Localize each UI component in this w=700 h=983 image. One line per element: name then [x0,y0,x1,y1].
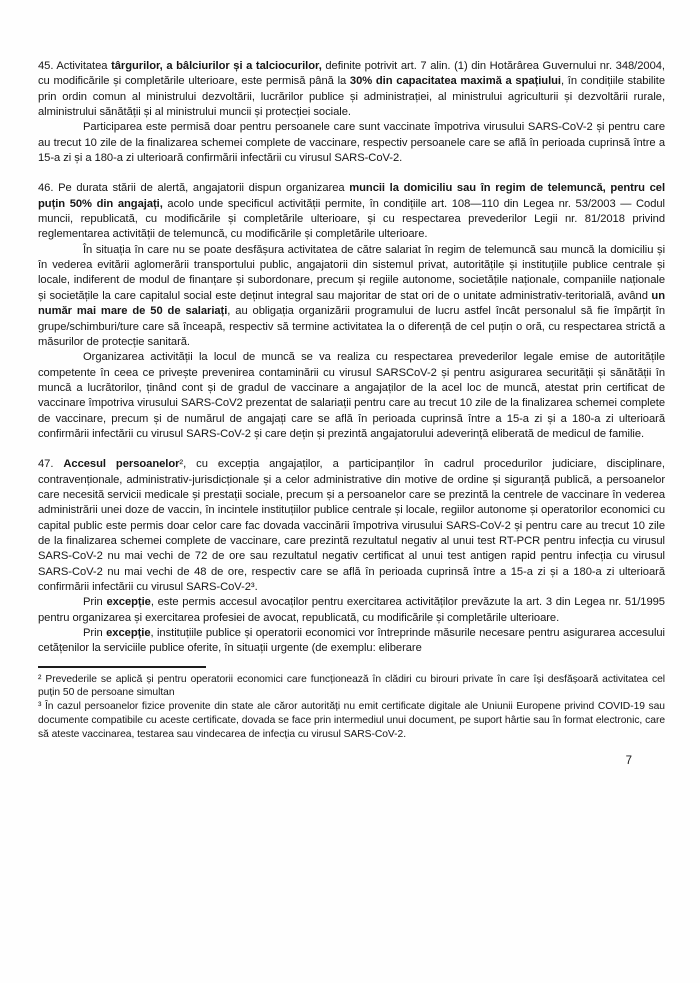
paragraph-45: 45. Activitatea târgurilor, a bâlciurilor și a talciocurilor, definite potrivit art. 7 alin. (1) din Hotărârea Guvernului nr. 348/2004, cu modificările și completările ulterioare, este permisă până la 30% din capacitatea maximă a spațiului, în condițiile stabilite prin ordin comun al ministrului dezvoltării, lucrărilor publice și administrației, al ministrului agriculturii și dezvoltării rurale, alministrului sănătății și al ministrului muncii și protecției sociale. [38,60,665,119]
paragraph-47: 47. Accesul persoanelor², cu excepția angajaților, a participanților în cadrul procedurilor judiciare, disciplinare, contravenționale, administrativ-jurisdicționale și a celor administrative din motive de ordine și siguranță publică, a persoanelor care necesită servicii medicale și prestații sociale, precum și a persoanelor care se prezintă la centrele de vaccinare în vederea administrării unei doze de vaccin, în incintele instituțiilor publice centrale și locale, regiilor autonome și operatorilor economici cu capital public este permis doar celor care fac dovada vaccinării împotriva virusului SARS-CoV-2 și pentru care au trecut 10 zile de la finalizarea schemei complete de vaccinare, care prezintă rezultatul negativ al unui test RT-PCR pentru infecția cu virusul SARS-CoV-2 nu mai vechi de 72 de ore sau rezultatul negativ certificat al unui test antigen rapid pentru infecția cu virusul SARS-CoV-2 nu mai vechi de 48 de ore, respectiv care se află în perioada cuprinsă între a 15-a zi și a 180-a zi ulterioară confirmării infectării cu virusul SARS-CoV-2³. [38,458,665,593]
paragraph-47-exception-1: Prin excepție, este permis accesul avocaților pentru exercitarea activităților prevăzute la art. 3 din Legea nr. 51/1995 pentru organizarea și exercitarea profesiei de avocat, republicată, cu modificările și completările ulterioare. [38,596,665,624]
paragraph-46: 46. Pe durata stării de alertă, angajatorii dispun organizarea muncii la domiciliu sau în regim de telemuncă, pentru cel puțin 50% din angajați, acolo unde specificul activității permite, în condițiile art. 108—110 din Legea nr. 53/2003 — Codul muncii, republicată, cu modificările și completările ulterioare, și cu respectarea prevederilor Legii nr. 81/2018 privind reglementarea activității de telemuncă, cu modificările și completările ulterioare. [38,182,665,241]
paragraph-47-exception-2: Prin excepție, instituțiile publice și operatorii economici vor întreprinde măsurile necesare pentru asigurarea accesului cetățenilor la serviciile publice oferite, în situații urgente (de exemplu: eliberare [38,627,665,655]
page-number: 7 [625,755,632,768]
footnote-3: ³ În cazul persoanelor fizice provenite din state ale căror autorități nu emit certificate digitale ale Uniunii Europene privind COVID-19 sau documente compatibile cu aceste certificate, dovada se face prin intermediul unui document, pe suport hârtie sau în format electronic, care să ateste vaccinarea, testarea sau vindecarea de infecția cu virusul SARS-CoV-2. [38,701,665,740]
paragraph-46-continuation-1: În situația în care nu se poate desfășura activitatea de către salariat în regim de telemuncă sau muncă la domiciliu și în vederea evitării aglomerării transportului public, angajatorii din sistemul privat, autoritățile și instituțiile publice centrale și locale, indiferent de modul de finanțare și subordonare, precum și regiile autonome, societățile naționale, companiile naționale și societățile la care capitalul social este deținut integral sau majoritar de stat ori de o unitate administrativ-teritorială, având un număr mai mare de 50 de salariați, au obligația organizării programului de lucru astfel încât personalul să fie împărțit în grupe/schimburi/ture care să înceapă, respectiv să termine activitatea la o diferență de cel puțin o oră, cu respectarea strictă a măsurilor de protecție sanitară. [38,243,666,348]
paragraph-46-continuation-2: Organizarea activității la locul de muncă se va realiza cu respectarea prevederilor legale emise de autoritățile competente în ceea ce privește prevenirea contaminării cu virusul SARSCoV-2 și pentru asigurarea securității și sănătății în muncă a lucrătorilor, ținând cont și de gradul de vaccinare a angajaților de la acel loc de muncă, atestat prin certificat de vaccinare împotriva virusului SARS-CoV2 prezentat de salariații pentru care au trecut 10 zile de la finalizarea schemei complete de vaccinare, precum și de numărul de angajați care se află în perioada cuprinsă între a 15-a zi și a 180-a zi ulterioară confirmării infectării cu virusul SARS-CoV-2 și care dețin și prezintă angajatorului adeverință eliberată de medicul de familie. [38,351,665,440]
footnote-separator [38,666,206,668]
paragraph-45-continuation: Participarea este permisă doar pentru persoanele care sunt vaccinate împotriva virusului SARS-CoV-2 și pentru care au trecut 10 zile de la finalizarea schemei complete de vaccinare, respectiv persoanele care se află în perioada cuprinsă între a 15-a zi și a 180-a zi ulterioară confirmării infectării cu virusul SARS-CoV-2. [38,121,665,165]
footnote-2: ² Prevederile se aplică și pentru operatorii economici care funcționează în clădiri cu birouri private în care își desfășoară activitatea cel puțin 50 de persoane simultan [38,673,665,699]
